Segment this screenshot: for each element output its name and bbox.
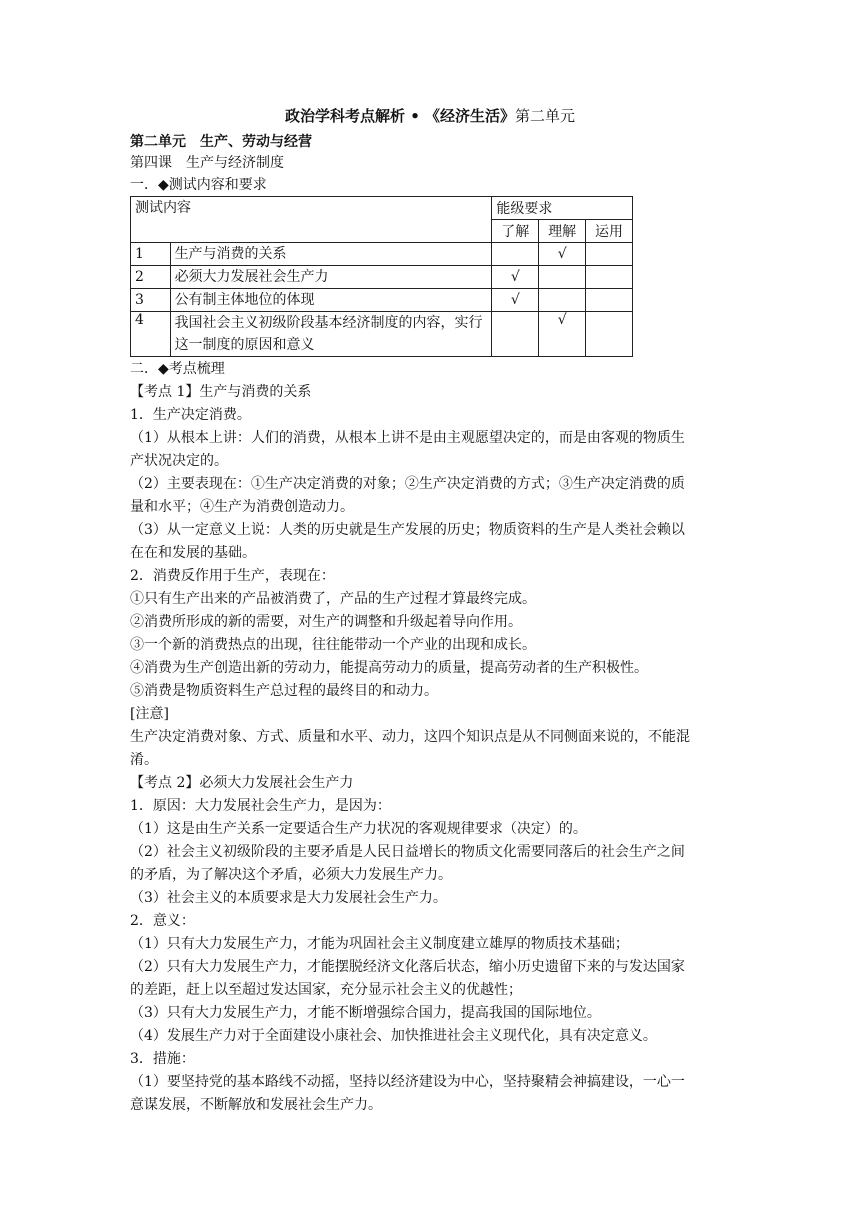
title-main: 政治学科考点解析 • 《经济生活》 (284, 107, 516, 125)
level-col-apply: 运用 (586, 220, 633, 243)
text-line: [注意] (130, 706, 169, 722)
row-content: 我国社会主义初级阶段基本经济制度的内容，实行这一制度的原因和意义 (170, 312, 492, 357)
row-mark: √ (539, 312, 586, 357)
text-line: 【考点 1】生产与消费的关系 (130, 384, 312, 400)
text-line: ③一个新的消费热点的出现，往往能带动一个产业的出现和成长。 (130, 637, 536, 653)
text-line: （3）只有大力发展生产力，才能不断增强综合国力，提高我国的国际地位。 (130, 1005, 601, 1021)
table-row (131, 312, 633, 357)
text-line: （1）从根本上讲：人们的消费，从根本上讲不是由主观愿望决定的，而是由客观的物质生 (130, 430, 685, 446)
text-line: 的矛盾，为了解决这个矛盾，必须大力发展生产力。 (130, 867, 452, 883)
row-content: 必须大力发展社会生产力 (170, 266, 492, 289)
text-line: 产状况决定的。 (130, 453, 228, 469)
text-line: （3）从一定意义上说：人类的历史就是生产发展的历史；物质资料的生产是人类社会赖以 (130, 522, 685, 538)
section-heading-1: 一．◆测试内容和要求 (130, 177, 267, 193)
text-line: ①只有生产出来的产品被消费了，产品的生产过程才算最终完成。 (130, 591, 536, 607)
text-line: （1）这是由生产关系一定要适合生产力状况的客观规律要求（决定）的。 (130, 821, 587, 837)
row-mark (586, 312, 633, 357)
unit-heading: 第二单元 生产、劳动与经营 (130, 134, 312, 150)
text-line: 量和水平；④生产为消费创造动力。 (130, 499, 354, 515)
text-line: （2）社会主义初级阶段的主要矛盾是人民日益增长的物质文化需要同落后的社会生产之间 (130, 844, 685, 860)
text-line: 1．原因：大力发展社会生产力，是因为： (130, 798, 391, 814)
row-mark (586, 243, 633, 266)
text-line: 的差距，赶上以至超过发达国家，充分显示社会主义的优越性； (130, 982, 522, 998)
row-content: 公有制主体地位的体现 (170, 289, 492, 312)
text-line: （1）只有大力发展生产力，才能为巩固社会主义制度建立雄厚的物质技术基础； (130, 936, 629, 952)
header-content: 测试内容 (131, 197, 492, 243)
text-line: （2）主要表现在：①生产决定消费的对象；②生产决定消费的方式；③生产决定消费的质 (130, 476, 685, 492)
lesson-heading: 第四课 生产与经济制度 (130, 155, 284, 171)
text-line: 淆。 (130, 752, 158, 768)
row-num: 3 (131, 289, 171, 312)
row-mark (539, 289, 586, 312)
text-line: 3．措施： (130, 1051, 195, 1067)
text-line: ⑤消费是物质资料生产总过程的最终目的和动力。 (130, 683, 438, 699)
section-heading-2: 二．◆考点梳理 (130, 361, 225, 377)
table-row (131, 289, 633, 312)
row-mark: √ (492, 289, 539, 312)
row-mark (492, 243, 539, 266)
row-mark (586, 289, 633, 312)
level-col-comprehend: 理解 (539, 220, 586, 243)
row-num: 2 (131, 266, 171, 289)
row-num: 4 (131, 312, 171, 357)
text-line: （4）发展生产力对于全面建设小康社会、加快推进社会主义现代化，具有决定意义。 (130, 1028, 657, 1044)
text-line: （1）要坚持党的基本路线不动摇，坚持以经济建设为中心，坚持聚精会神搞建设，一心一 (130, 1074, 685, 1090)
text-line: 2．消费反作用于生产，表现在： (130, 568, 335, 584)
row-mark (586, 266, 633, 289)
text-line: ②消费所形成的新的需要，对生产的调整和升级起着导向作用。 (130, 614, 522, 630)
row-mark (492, 312, 539, 357)
table-row (131, 243, 633, 266)
document-title (130, 106, 730, 126)
level-col-understand: 了解 (492, 220, 539, 243)
table-row (131, 266, 633, 289)
row-mark (539, 266, 586, 289)
row-num: 1 (131, 243, 171, 266)
header-level: 能级要求 (492, 197, 633, 220)
text-line: 【考点 2】必须大力发展社会生产力 (130, 775, 354, 791)
row-mark: √ (539, 243, 586, 266)
row-content: 生产与消费的关系 (170, 243, 492, 266)
text-line: （3）社会主义的本质要求是大力发展社会生产力。 (130, 890, 447, 906)
text-line: 2．意义： (130, 913, 195, 929)
text-line: 1．生产决定消费。 (130, 407, 251, 423)
text-line: 生产决定消费对象、方式、质量和水平、动力，这四个知识点是从不同侧面来说的，不能混 (130, 729, 690, 745)
text-line: （2）只有大力发展生产力，才能摆脱经济文化落后状态，缩小历史遗留下来的与发达国家 (130, 959, 685, 975)
text-line: 意谋发展，不断解放和发展社会生产力。 (130, 1097, 382, 1113)
text-line: ④消费为生产创造出新的劳动力，能提高劳动力的质量，提高劳动者的生产积极性。 (130, 660, 648, 676)
requirements-table (130, 196, 633, 357)
title-suffix: 第二单元 (515, 107, 576, 125)
text-line: 在在和发展的基础。 (130, 545, 256, 561)
row-mark: √ (492, 266, 539, 289)
